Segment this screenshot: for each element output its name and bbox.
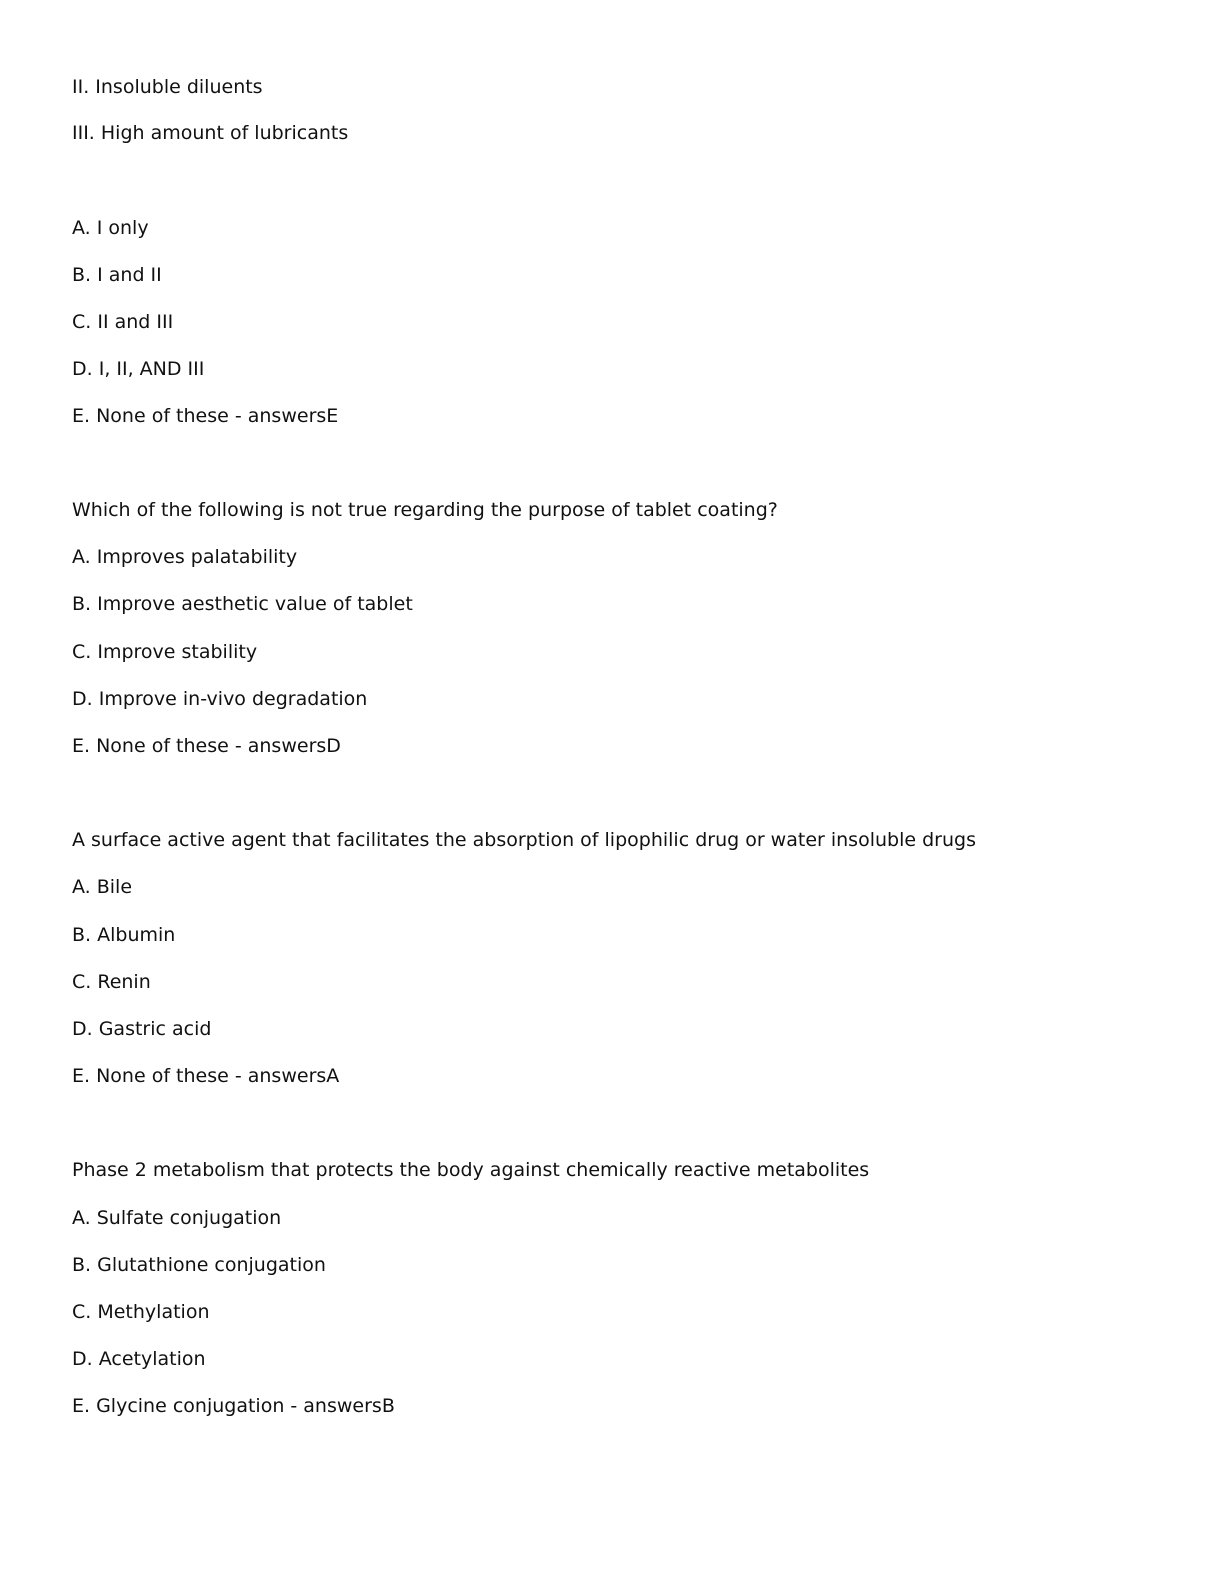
option-e-answer: E. None of these - answersA [72,1065,340,1087]
option-b: B. Improve aesthetic value of tablet [72,593,413,615]
option-e-answer: E. None of these - answersE [72,405,339,427]
option-e-answer: E. Glycine conjugation - answersB [72,1395,395,1417]
option-b: B. Albumin [72,924,176,946]
option-a: A. Bile [72,876,133,898]
option-c: C. Improve stability [72,641,258,663]
option-c: C. Methylation [72,1301,210,1323]
option-b: B. Glutathione conjugation [72,1254,326,1276]
option-c: C. II and III [72,311,174,333]
statement-ii: II. Insoluble diluents [72,76,263,98]
option-d: D. I, II, AND III [72,358,205,380]
option-d: D. Improve in-vivo degradation [72,688,368,710]
option-b: B. I and II [72,264,162,286]
option-d: D. Gastric acid [72,1018,212,1040]
option-a: A. Sulfate conjugation [72,1207,282,1229]
option-c: C. Renin [72,971,151,993]
statement-iii: III. High amount of lubricants [72,122,349,144]
question-prompt: Phase 2 metabolism that protects the body against chemically reactive metabolites [72,1159,870,1181]
option-e-answer: E. None of these - answersD [72,735,341,757]
option-a: A. Improves palatability [72,546,298,568]
option-d: D. Acetylation [72,1348,206,1370]
question-prompt: A surface active agent that facilitates the absorption of lipophilic drug or water insoluble drugs [72,829,976,851]
option-a: A. I only [72,217,149,239]
question-prompt: Which of the following is not true regarding the purpose of tablet coating? [72,499,778,521]
